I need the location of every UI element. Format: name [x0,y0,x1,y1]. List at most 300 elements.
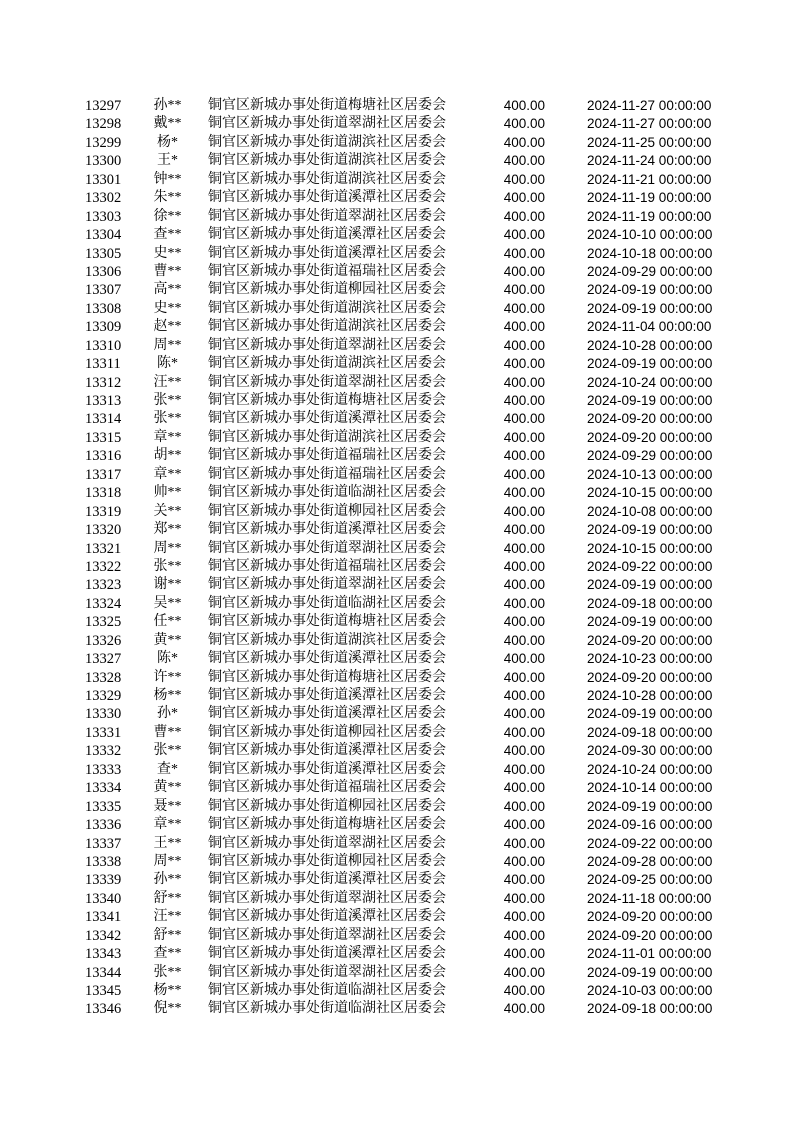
record-name: 帅** [153,485,182,501]
record-name: 史** [153,245,182,261]
column-gap [545,595,587,613]
record-name: 谢** [153,577,182,593]
record-name: 曹** [153,263,182,279]
record-amount: 400.00 [503,171,545,187]
record-organization: 铜官区新城办事处街道翠湖社区居委会 [208,116,446,132]
record-organization: 铜官区新城办事处街道翠湖社区居委会 [208,577,446,593]
column-gap [545,447,587,465]
table-row [0,724,793,742]
record-id: 13338 [85,853,122,870]
record-datetime: 2024-09-19 00:00:00 [587,282,713,298]
record-datetime: 2024-09-19 00:00:00 [587,964,713,980]
record-datetime: 2024-10-18 00:00:00 [587,245,713,261]
record-id: 13344 [85,964,122,981]
column-gap [545,705,587,723]
record-amount: 400.00 [503,909,545,925]
record-name: 孙* [157,706,178,722]
record-datetime: 2024-09-19 00:00:00 [587,300,713,316]
column-gap [545,226,587,244]
table-row [0,632,793,650]
record-id: 13341 [85,909,122,926]
record-datetime: 2024-10-08 00:00:00 [587,503,713,519]
record-name: 汪** [153,909,182,925]
table-row [0,503,793,521]
record-name: 聂** [153,798,182,814]
record-name: 孙** [153,98,182,113]
record-datetime: 2024-09-19 00:00:00 [587,614,713,630]
table-row [0,521,793,539]
column-gap [545,632,587,650]
record-datetime: 2024-10-15 00:00:00 [587,540,713,556]
record-name: 查* [157,761,178,777]
column-gap [545,687,587,705]
record-amount: 400.00 [503,798,545,814]
record-amount: 400.00 [503,983,545,998]
record-name: 吴** [153,595,182,611]
record-name: 郑** [153,522,182,538]
table-row [0,466,793,484]
record-datetime: 2024-09-16 00:00:00 [587,817,713,833]
record-id: 13309 [85,319,122,336]
column-gap [545,871,587,889]
record-datetime: 2024-09-20 00:00:00 [587,927,713,943]
record-id: 13323 [85,577,122,594]
table-row [0,761,793,779]
column-gap [545,798,587,816]
column-gap [545,945,587,963]
record-name: 戴** [153,116,182,132]
record-organization: 铜官区新城办事处街道湖滨社区居委会 [208,300,446,316]
column-gap [545,171,587,189]
record-amount: 400.00 [503,208,545,224]
record-id: 13303 [85,208,122,225]
table-row [0,779,793,797]
record-id: 13331 [85,724,122,741]
column-gap [545,189,587,207]
record-name: 曹** [153,724,182,740]
record-name: 杨* [157,134,178,150]
record-id: 13300 [85,153,122,170]
table-row [0,890,793,908]
record-amount: 400.00 [503,263,545,279]
record-name: 许** [153,669,182,685]
record-name: 杨** [153,983,182,998]
record-organization: 铜官区新城办事处街道湖滨社区居委会 [208,153,446,169]
table-row [0,853,793,871]
record-amount: 400.00 [503,282,545,298]
table-row [0,226,793,244]
record-amount: 400.00 [503,927,545,943]
record-organization: 铜官区新城办事处街道福瑞社区居委会 [208,780,446,796]
record-organization: 铜官区新城办事处街道翠湖社区居委会 [208,890,446,906]
record-id: 13317 [85,466,122,483]
record-id: 13301 [85,171,122,188]
column-gap [545,300,587,318]
column-gap [545,927,587,945]
column-gap [545,392,587,410]
record-id: 13314 [85,411,122,428]
record-name: 黄** [153,780,182,796]
record-name: 周** [153,853,182,869]
record-id: 13304 [85,227,122,244]
column-gap [545,208,587,226]
record-amount: 400.00 [503,761,545,777]
record-organization: 铜官区新城办事处街道湖滨社区居委会 [208,356,446,372]
record-organization: 铜官区新城办事处街道溪潭社区居委会 [208,872,446,888]
record-organization: 铜官区新城办事处街道翠湖社区居委会 [208,540,446,556]
record-organization: 铜官区新城办事处街道溪潭社区居委会 [208,227,446,243]
record-name: 关** [153,503,182,519]
table-row [0,613,793,631]
record-name: 张** [153,558,182,574]
record-amount: 400.00 [503,153,545,169]
table-row [0,927,793,945]
record-organization: 铜官区新城办事处街道梅塘社区居委会 [208,393,446,408]
record-amount: 400.00 [503,577,545,593]
record-datetime: 2024-09-22 00:00:00 [587,558,713,574]
column-gap [545,853,587,871]
record-name: 周** [153,540,182,556]
record-name: 查** [153,227,182,243]
record-organization: 铜官区新城办事处街道湖滨社区居委会 [208,632,446,648]
record-organization: 铜官区新城办事处街道临湖社区居委会 [208,983,446,998]
record-datetime: 2024-09-20 00:00:00 [587,632,713,648]
record-id: 13335 [85,798,122,815]
record-datetime: 2024-10-13 00:00:00 [587,466,713,482]
table-row [0,355,793,373]
record-name: 史** [153,300,182,316]
record-name: 高** [153,282,182,298]
record-datetime: 2024-09-20 00:00:00 [587,429,713,445]
column-gap [545,263,587,281]
record-amount: 400.00 [503,393,545,408]
table-row [0,392,793,410]
table-row [0,318,793,336]
record-id: 13312 [85,374,122,391]
record-organization: 铜官区新城办事处街道溪潭社区居委会 [208,761,446,777]
record-datetime: 2024-09-19 00:00:00 [587,393,713,408]
record-datetime: 2024-09-19 00:00:00 [587,522,713,538]
column-gap [545,337,587,355]
record-amount: 400.00 [503,835,545,851]
record-id: 13322 [85,558,122,575]
record-amount: 400.00 [503,688,545,703]
record-organization: 铜官区新城办事处街道溪潭社区居委会 [208,909,446,925]
record-amount: 400.00 [503,337,545,353]
record-id: 13318 [85,485,122,502]
record-id: 13308 [85,300,122,317]
record-id: 13343 [85,946,122,963]
record-organization: 铜官区新城办事处街道柳园社区居委会 [208,503,446,519]
record-id: 13327 [85,651,122,668]
record-amount: 400.00 [503,632,545,648]
record-datetime: 2024-11-25 00:00:00 [587,134,712,150]
record-amount: 400.00 [503,356,545,372]
record-amount: 400.00 [503,540,545,556]
column-gap [545,97,587,115]
table-row [0,816,793,834]
column-gap [545,503,587,521]
record-datetime: 2024-09-19 00:00:00 [587,356,713,372]
record-id: 13339 [85,872,122,889]
record-amount: 400.00 [503,651,545,667]
record-amount: 400.00 [503,890,545,906]
record-organization: 铜官区新城办事处街道梅塘社区居委会 [208,817,446,833]
record-organization: 铜官区新城办事处街道翠湖社区居委会 [208,337,446,353]
table-row [0,171,793,189]
table-row [0,1000,793,1018]
record-organization: 铜官区新城办事处街道柳园社区居委会 [208,853,446,869]
record-organization: 铜官区新城办事处街道湖滨社区居委会 [208,171,446,187]
record-id: 13299 [85,134,122,151]
record-organization: 铜官区新城办事处街道翠湖社区居委会 [208,835,446,851]
record-amount: 400.00 [503,872,545,888]
record-amount: 400.00 [503,558,545,574]
record-id: 13329 [85,688,122,704]
record-organization: 铜官区新城办事处街道临湖社区居委会 [208,595,446,611]
record-id: 13325 [85,614,122,631]
record-name: 陈* [157,651,178,667]
record-name: 章** [153,817,182,833]
record-name: 王* [157,153,178,169]
record-organization: 铜官区新城办事处街道临湖社区居委会 [208,485,446,501]
column-gap [545,558,587,576]
record-datetime: 2024-11-27 00:00:00 [587,116,712,132]
record-amount: 400.00 [503,1001,545,1017]
record-name: 钟** [153,171,182,187]
record-name: 汪** [153,374,182,390]
record-organization: 铜官区新城办事处街道溪潭社区居委会 [208,688,446,703]
record-datetime: 2024-09-29 00:00:00 [587,263,713,279]
column-gap [545,964,587,982]
column-gap [545,281,587,299]
record-name: 章** [153,429,182,445]
column-gap [545,982,587,1000]
table-row [0,687,793,705]
record-organization: 铜官区新城办事处街道溪潭社区居委会 [208,651,446,667]
record-datetime: 2024-10-24 00:00:00 [587,761,713,777]
table-row [0,705,793,723]
record-organization: 铜官区新城办事处街道梅塘社区居委会 [208,98,446,113]
record-name: 杨** [153,688,182,703]
record-name: 王** [153,835,182,851]
record-organization: 铜官区新城办事处街道福瑞社区居委会 [208,466,446,482]
table-row [0,669,793,687]
record-name: 张** [153,393,182,408]
record-datetime: 2024-10-24 00:00:00 [587,374,713,390]
table-row [0,650,793,668]
table-row [0,540,793,558]
column-gap [545,1000,587,1018]
record-amount: 400.00 [503,448,545,464]
record-id: 13306 [85,263,122,280]
column-gap [545,779,587,797]
record-datetime: 2024-09-18 00:00:00 [587,595,713,611]
record-organization: 铜官区新城办事处街道溪潭社区居委会 [208,743,446,759]
column-gap [545,374,587,392]
record-name: 章** [153,466,182,482]
table-row [0,484,793,502]
record-id: 13313 [85,393,122,409]
column-gap [545,152,587,170]
table-row [0,263,793,281]
column-gap [545,835,587,853]
record-id: 13321 [85,540,122,557]
table-row [0,447,793,465]
record-datetime: 2024-10-28 00:00:00 [587,337,713,353]
record-organization: 铜官区新城办事处街道翠湖社区居委会 [208,964,446,980]
record-id: 13298 [85,116,122,133]
table-row [0,798,793,816]
column-gap [545,613,587,631]
record-datetime: 2024-10-15 00:00:00 [587,485,713,501]
record-amount: 400.00 [503,946,545,962]
record-id: 13320 [85,522,122,539]
record-organization: 铜官区新城办事处街道溪潭社区居委会 [208,522,446,538]
table-row [0,558,793,576]
record-amount: 400.00 [503,964,545,980]
table-row [0,835,793,853]
record-id: 13332 [85,743,122,760]
record-datetime: 2024-09-20 00:00:00 [587,909,713,925]
record-organization: 铜官区新城办事处街道湖滨社区居委会 [208,134,446,150]
column-gap [545,466,587,484]
record-amount: 400.00 [503,429,545,445]
table-row [0,245,793,263]
column-gap [545,742,587,760]
record-name: 胡** [153,448,182,464]
column-gap [545,521,587,539]
record-name: 查** [153,946,182,962]
record-id: 13324 [85,595,122,612]
column-gap [545,761,587,779]
record-id: 13342 [85,927,122,944]
record-organization: 铜官区新城办事处街道溪潭社区居委会 [208,706,446,722]
record-amount: 400.00 [503,853,545,869]
record-datetime: 2024-11-24 00:00:00 [587,153,712,169]
record-amount: 400.00 [503,503,545,519]
record-datetime: 2024-09-19 00:00:00 [587,577,713,593]
record-id: 13340 [85,890,122,907]
record-id: 13307 [85,282,122,299]
table-row [0,410,793,428]
table-row [0,152,793,170]
record-datetime: 2024-10-10 00:00:00 [587,227,713,243]
record-organization: 铜官区新城办事处街道溪潭社区居委会 [208,946,446,962]
table-row [0,134,793,152]
record-amount: 400.00 [503,411,545,427]
table-row [0,374,793,392]
table-row [0,742,793,760]
column-gap [545,355,587,373]
record-amount: 400.00 [503,780,545,796]
column-gap [545,650,587,668]
table-row [0,337,793,355]
record-name: 张** [153,411,182,427]
record-organization: 铜官区新城办事处街道翠湖社区居委会 [208,927,446,943]
record-datetime: 2024-11-19 00:00:00 [587,190,712,206]
record-amount: 400.00 [503,522,545,538]
record-organization: 铜官区新城办事处街道临湖社区居委会 [208,1001,446,1017]
record-id: 13346 [85,1001,122,1018]
record-name: 赵** [153,319,182,335]
record-datetime: 2024-09-25 00:00:00 [587,872,713,888]
record-organization: 铜官区新城办事处街道柳园社区居委会 [208,724,446,740]
table-row [0,97,793,115]
record-amount: 400.00 [503,300,545,316]
table-row [0,300,793,318]
record-amount: 400.00 [503,669,545,685]
column-gap [545,908,587,926]
record-datetime: 2024-11-21 00:00:00 [587,171,712,187]
record-id: 13305 [85,245,122,262]
record-amount: 400.00 [503,319,545,335]
record-id: 13330 [85,706,122,723]
record-datetime: 2024-11-19 00:00:00 [587,208,712,224]
record-datetime: 2024-09-22 00:00:00 [587,835,713,851]
record-datetime: 2024-10-23 00:00:00 [587,651,713,667]
table-row [0,871,793,889]
table-row [0,945,793,963]
column-gap [545,429,587,447]
column-gap [545,410,587,428]
table-row [0,964,793,982]
record-amount: 400.00 [503,485,545,501]
record-datetime: 2024-09-20 00:00:00 [587,669,713,685]
record-organization: 铜官区新城办事处街道溪潭社区居委会 [208,411,446,427]
record-id: 13319 [85,503,122,520]
record-amount: 400.00 [503,706,545,722]
record-amount: 400.00 [503,245,545,261]
record-organization: 铜官区新城办事处街道福瑞社区居委会 [208,263,446,279]
table-row [0,595,793,613]
record-id: 13297 [85,98,122,114]
column-gap [545,134,587,152]
column-gap [545,318,587,336]
record-amount: 400.00 [503,98,545,113]
record-name: 任** [153,614,182,630]
record-organization: 铜官区新城办事处街道溪潭社区居委会 [208,245,446,261]
record-id: 13333 [85,761,122,778]
record-datetime: 2024-09-18 00:00:00 [587,1001,713,1017]
record-amount: 400.00 [503,190,545,206]
record-id: 13328 [85,669,122,686]
column-gap [545,115,587,133]
record-amount: 400.00 [503,116,545,132]
record-organization: 铜官区新城办事处街道梅塘社区居委会 [208,669,446,685]
record-name: 张** [153,743,182,759]
record-datetime: 2024-11-04 00:00:00 [587,319,712,335]
record-amount: 400.00 [503,466,545,482]
record-organization: 铜官区新城办事处街道翠湖社区居委会 [208,374,446,390]
record-name: 陈* [157,356,178,372]
record-id: 13310 [85,337,122,354]
column-gap [545,724,587,742]
record-datetime: 2024-09-19 00:00:00 [587,706,713,722]
record-id: 13334 [85,780,122,797]
record-organization: 铜官区新城办事处街道福瑞社区居委会 [208,558,446,574]
record-datetime: 2024-10-14 00:00:00 [587,780,713,796]
record-datetime: 2024-09-19 00:00:00 [587,798,713,814]
record-organization: 铜官区新城办事处街道湖滨社区居委会 [208,319,446,335]
table-row [0,208,793,226]
table-row [0,908,793,926]
record-id: 13315 [85,429,122,446]
record-organization: 铜官区新城办事处街道翠湖社区居委会 [208,208,446,224]
record-amount: 400.00 [503,817,545,833]
column-gap [545,576,587,594]
record-name: 朱** [153,190,182,206]
